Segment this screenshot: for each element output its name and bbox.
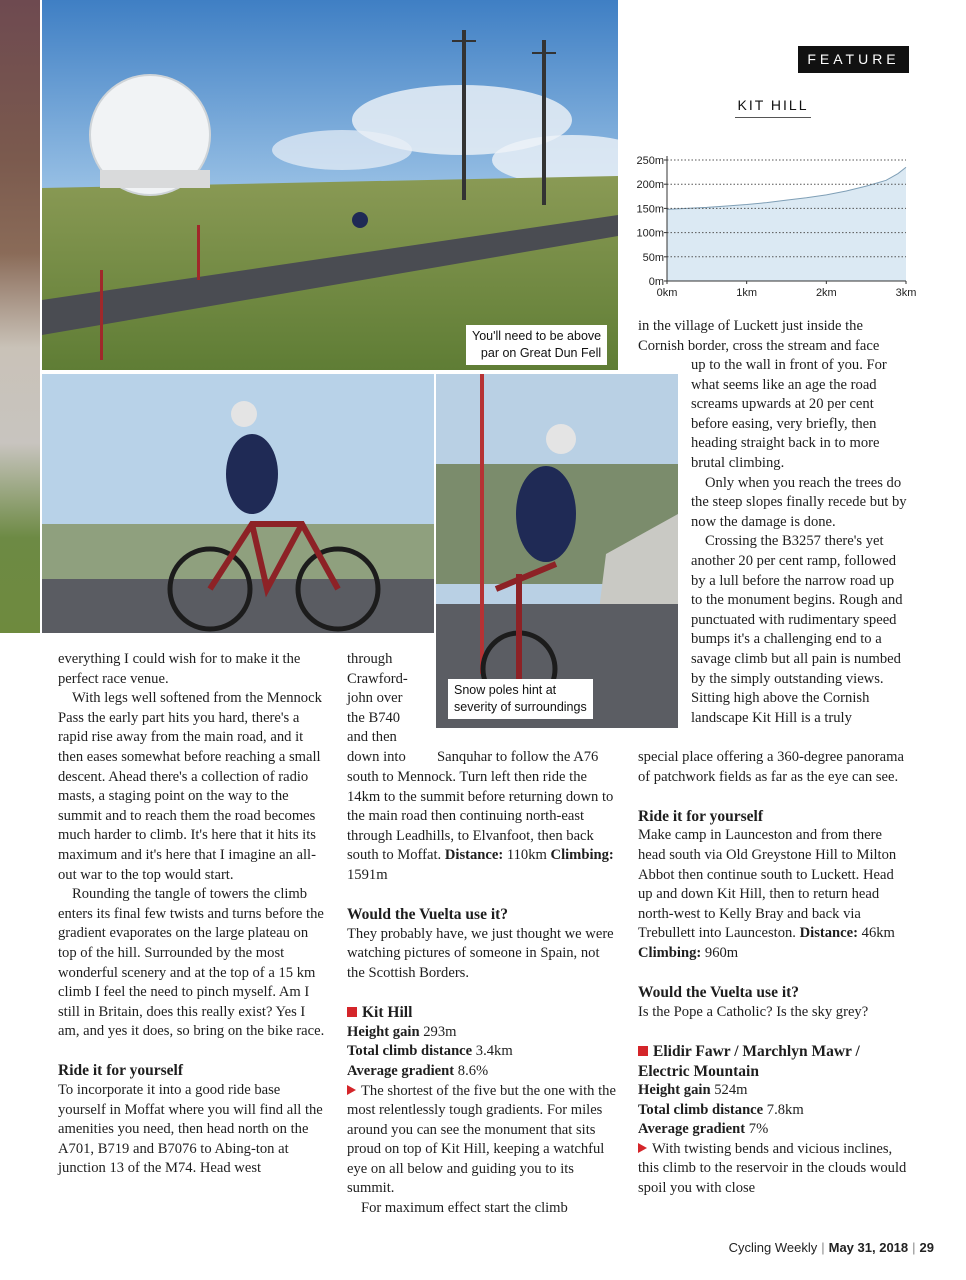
elidir-total-distance: Total climb distance 7.8km — [638, 1101, 804, 1118]
y-tick-label: 0m — [648, 276, 664, 288]
red-square-icon — [638, 1046, 648, 1056]
magazine-name: Cycling Weekly — [728, 1240, 818, 1255]
col3-paragraph-3: Crossing the B3257 there's yet another 20 per cent ramp, followed by a lull before the narrow road up to the monument begins. Rough and punctuated with rudimentary speed bumps it's a challenging end to a savage climb but all pain is numbed by the simply outstanding views. Sitting high above the Cornish landscape Kit Hill is a truly — [691, 533, 903, 726]
kit-hill-intro: The shortest of the five but the one with the most relentlessly tough gradients. For miles around you can see the monument that sits proud on top of Kit Hill, keeping a watchful eye on all below and guiding you to its summit. — [347, 1082, 616, 1197]
col2-vuelta-heading: Would the Vuelta use it? — [347, 906, 509, 924]
photo-cyclist-side — [42, 374, 434, 633]
col2-narrow-line: Crawford- — [347, 670, 408, 687]
red-triangle-icon — [347, 1085, 356, 1095]
col2-vuelta-text: They probably have, we just thought we were watching pictures of someone in Spain, not the Scottish Borders. — [347, 925, 614, 981]
col1-paragraph-2: With legs well softened from the Mennock Pass the early part hits you hard, there's a rapid rise away from the main road, and it then eases somewhat before reaching a small descent. Ahead there's a collection of radio masts, a staging point on the way to the summit and to reach them the road becomes much harder to climb. It's here that it hits its maximum and it's here that I imagine an all-out war to the top would start. — [58, 690, 322, 883]
col2-narrow-line: through — [347, 651, 393, 667]
col1-paragraph-3: Rounding the tangle of towers the climb enters its final few twists and turns before the gradient evaporates on the large plateau on top of the hill. Surrounded by the most wonderful scenery and at the top of a 15 km climb I feel the need to pinch myself. Am I still in Britain, does this really exist? Yes I am, and yes it does, so bring on the bike race. — [58, 886, 325, 1040]
col3-ride-heading: Ride it for yourself — [638, 807, 763, 825]
col1-heading: Ride it for yourself — [58, 1062, 183, 1080]
x-tick-label: 2km — [815, 287, 837, 299]
col3-paragraph-2: Only when you reach the trees do the steep slopes finally recede but by now the damage is done. — [691, 474, 907, 530]
column-3-narrow — [691, 356, 909, 728]
chart-title: KIT HILL — [735, 97, 811, 118]
kit-hill-avg-gradient: Average gradient 8.6% — [347, 1062, 489, 1079]
photo-great-dun-fell — [42, 0, 618, 370]
y-tick-label: 50m — [642, 251, 664, 264]
x-tick-label: 1km — [736, 287, 758, 299]
column-3 — [638, 748, 910, 1199]
x-tick-label: 0km — [656, 287, 678, 299]
y-tick-label: 150m — [636, 203, 664, 216]
kit-hill-total-distance: Total climb distance 3.4km — [347, 1043, 513, 1060]
photo-cyclist-front — [436, 374, 678, 728]
y-tick-label: 100m — [636, 227, 664, 240]
col2-narrow-line: and then — [347, 729, 397, 746]
elidir-heading: Elidir Fawr / Marchlyn Mawr / Electric Mountain — [638, 1042, 860, 1080]
caption-great-dun-fell: You'll need to be above par on Great Dun Fell — [466, 325, 607, 365]
kit-hill-height-gain: Height gain 293m — [347, 1023, 457, 1040]
column-2 — [347, 768, 617, 1219]
col3-ride-text: Make camp in Launceston and from there head south via Old Greystone Hill to Milton Abbot then continue south to Luckett. Head up and down Kit Hill, then to return head north-west to Kelly Bray and back via Trebullett into Launceston. Distance: 46km Climbing: 960m — [638, 827, 897, 961]
elidir-intro: With twisting bends and vicious inclines, this climb to the reservoir in the clouds would spoil you with close — [638, 1140, 907, 1197]
elidir-height-gain: Height gain 524m — [638, 1082, 748, 1099]
col2-route-text: south to Mennock. Turn left then ride the 14km to the summit before returning down to the main road then continuing north-east through Leadhills, to Elvanfoot, then back south to Moffat. Distance: 110km Climbing: 1591m — [347, 769, 614, 883]
col2-split-right: Sanquhar to follow the A76 — [437, 749, 599, 765]
col2-narrow-line: john over — [347, 690, 403, 707]
col2-last-line: For maximum effect start the climb — [361, 1200, 568, 1217]
col2-narrow-line: the B740 — [347, 709, 401, 726]
y-tick-label: 250m — [636, 155, 664, 167]
col1-paragraph-4: To incorporate it into a good ride base yourself in Moffat where you will find all the amenities you need, then head north on the A701, B719 and B7076 to Abing-ton at junction 13 of the M74. Head west — [58, 1082, 323, 1177]
red-square-icon — [347, 1007, 357, 1017]
y-tick-label: 200m — [636, 179, 664, 192]
col3-wide-rest: special place offering a 360-degree panorama of patchwork fields as far as the eye can see. — [638, 749, 904, 785]
edge-photo-strip — [0, 0, 40, 633]
page-number: 29 — [919, 1240, 934, 1255]
col2-narrow-line: down into — [347, 748, 406, 765]
column-1 — [58, 650, 325, 1179]
col3-vuelta-heading: Would the Vuelta use it? — [638, 984, 800, 1002]
column-3-top: in the village of Luckett just inside the Cornish border, cross the stream and face — [638, 318, 880, 354]
caption-snow-poles: Snow poles hint at severity of surroundings — [448, 679, 593, 719]
col3-paragraph-1: up to the wall in front of you. For what seems like an age the road screams upwards at 20 per cent before easing, very briefly, then heading straight back in to more brutal climbing. — [691, 357, 887, 471]
kit-hill-heading: Kit Hill — [347, 1003, 617, 1023]
red-triangle-icon — [638, 1143, 647, 1153]
feature-tag: FEATURE — [798, 46, 909, 73]
kit-hill-profile-chart — [620, 150, 920, 300]
column-2-narrow — [347, 650, 437, 768]
elidir-avg-gradient: Average gradient 7% — [638, 1121, 769, 1138]
issue-date: May 31, 2018 — [828, 1240, 909, 1255]
col3-vuelta-text: Is the Pope a Catholic? Is the sky grey? — [638, 1003, 869, 1020]
page-footer: Cycling Weekly | May 31, 2018 | 29 — [728, 1240, 934, 1255]
x-tick-label: 3km — [895, 287, 917, 299]
col1-paragraph-1: everything I could wish for to make it the perfect race venue. — [58, 651, 301, 687]
